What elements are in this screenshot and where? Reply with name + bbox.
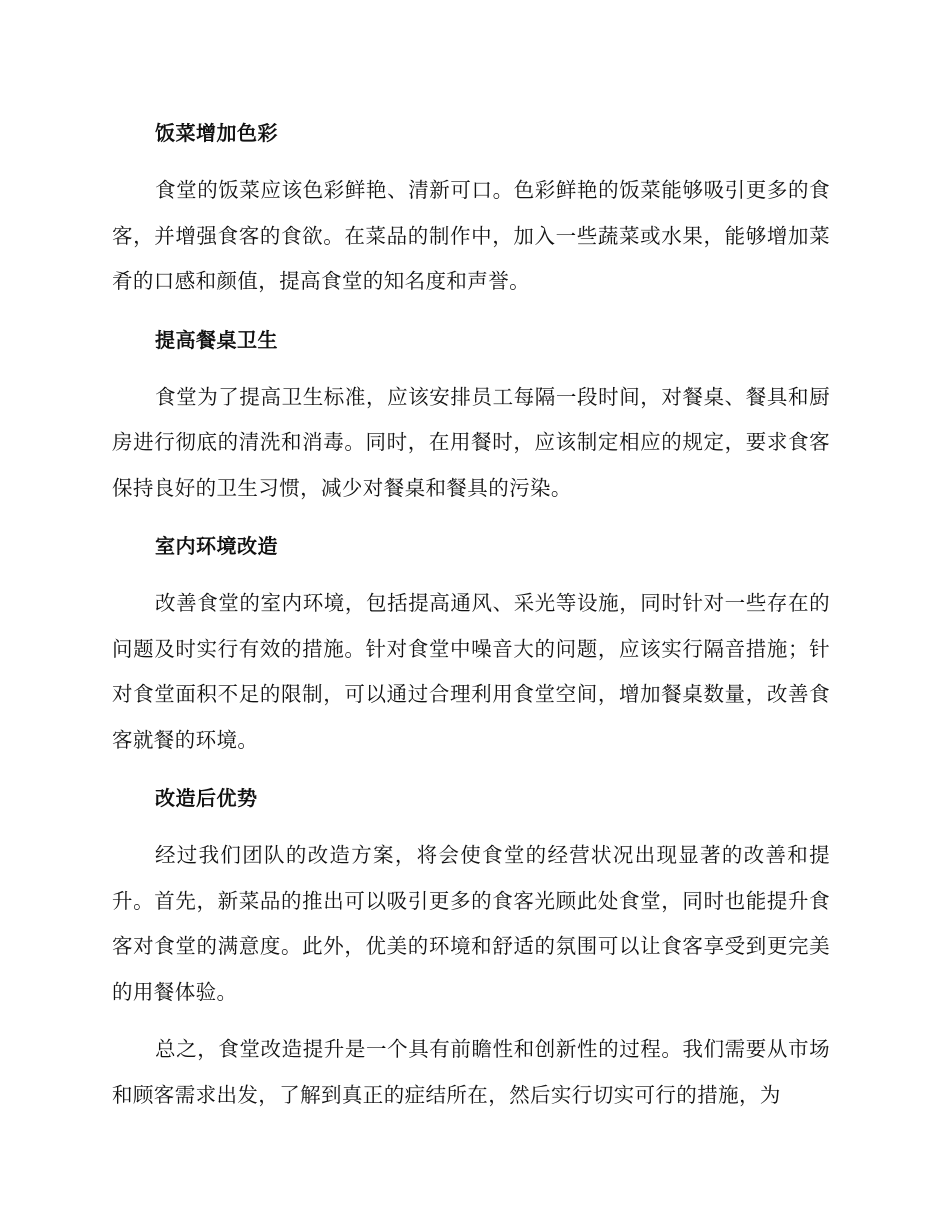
section-heading-hygiene: 提高餐桌卫生	[155, 327, 278, 352]
section-paragraph-environment: 改善食堂的室内环境，包括提高通风、采光等设施，同时针对一些存在的问题及时实行有效的措施。针对食堂中噪音大的问题，应该实行隔音措施；针对食堂面积不足的限制，可以通过合理利用食堂空间，增加餐桌数量，改善食客就餐的环境。	[112, 591, 830, 752]
section-heading-environment: 室内环境改造	[155, 534, 278, 558]
section-paragraph-color: 食堂的饭菜应该色彩鲜艳、清新可口。色彩鲜艳的饭菜能够吸引更多的食客，并增强食客的食欲。在菜品的制作中，加入一些蔬菜或水果，能够增加菜肴的口感和颜值，提高食堂的知名度和声誉。	[112, 178, 830, 293]
section-heading-advantages: 改造后优势	[155, 786, 258, 810]
section-paragraph-hygiene: 食堂为了提高卫生标准，应该安排员工每隔一段时间，对餐桌、餐具和厨房进行彻底的清洗和消毒。同时，在用餐时，应该制定相应的规定，要求食客保持良好的卫生习惯，减少对餐桌和餐具的污染。	[112, 384, 830, 500]
section-paragraph-advantages: 经过我们团队的改造方案，将会使食堂的经营状况出现显著的改善和提升。首先，新菜品的推出可以吸引更多的食客光顾此处食堂，同时也能提升食客对食堂的满意度。此外，优美的环境和舒适的氛围可以让食客享受到更完美的用餐体验。	[112, 843, 830, 1004]
section-heading-color: 饭菜增加色彩	[155, 121, 278, 145]
closing-paragraph: 总之，食堂改造提升是一个具有前瞻性和创新性的过程。我们需要从市场和顾客需求出发，了解到真正的症结所在，然后实行切实可行的措施，为	[112, 1037, 830, 1107]
